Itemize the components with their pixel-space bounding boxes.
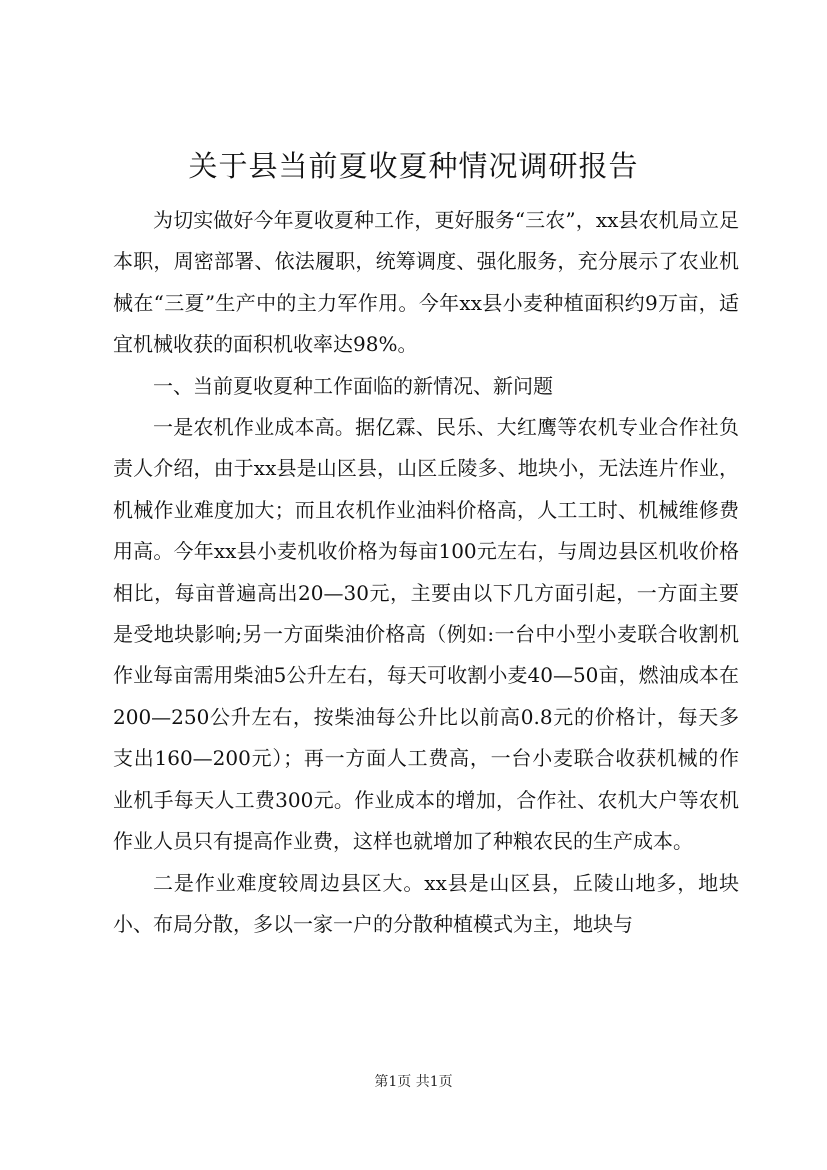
paragraph-difficulty: 二是作业难度较周边县区大。xx县是山区县，丘陵山地多，地块小、布局分散，多以一家一户的分散种植模式为主，地块与 [113, 870, 739, 936]
document-body [113, 200, 739, 945]
paragraph-intro: 为切实做好今年夏收夏种工作，更好服务“三农”，xx县农机局立足本职，周密部署、依法履职，统筹调度、强化服务，充分展示了农业机械在“三夏”生产中的主力军作用。今年xx县小麦种植面积约9万亩，适宜机械收获的面积机收率达98%。 [113, 208, 739, 357]
page-footer: 第1页 共1页 [374, 1074, 453, 1090]
paragraph-cost: 一是农机作业成本高。据亿霖、民乐、大红鹰等农机专业合作社负责人介绍，由于xx县是山区县，山区丘陵多、地块小，无法连片作业，机械作业难度加大；而且农机作业油料价格高，人工工时、机械维修费用高。今年xx县小麦机收价格为每亩100元左右，与周边县区机收价格相比，每亩普遍高出20—30元，主要由以下几方面引起，一方面主要是受地块影响;另一方面柴油价格高（例如:一台中小型小麦联合收割机作业每亩需用柴油5公升左右，每天可收割小麦40—50亩，燃油成本在200—250公升左右，按柴油每公升比以前高0.8元的价格计，每天多支出160—200元）；再一方面人工费高，一台小麦联合收获机械的作业机手每天人工费300元。作业成本的增加，合作社、农机大户等农机作业人员只有提高作业费，这样也就增加了种粮农民的生产成本。 [113, 415, 739, 854]
section-heading: 一、当前夏收夏种工作面临的新情况、新问题 [153, 373, 553, 398]
page-title: 关于县当前夏收夏种情况调研报告 [188, 149, 639, 183]
